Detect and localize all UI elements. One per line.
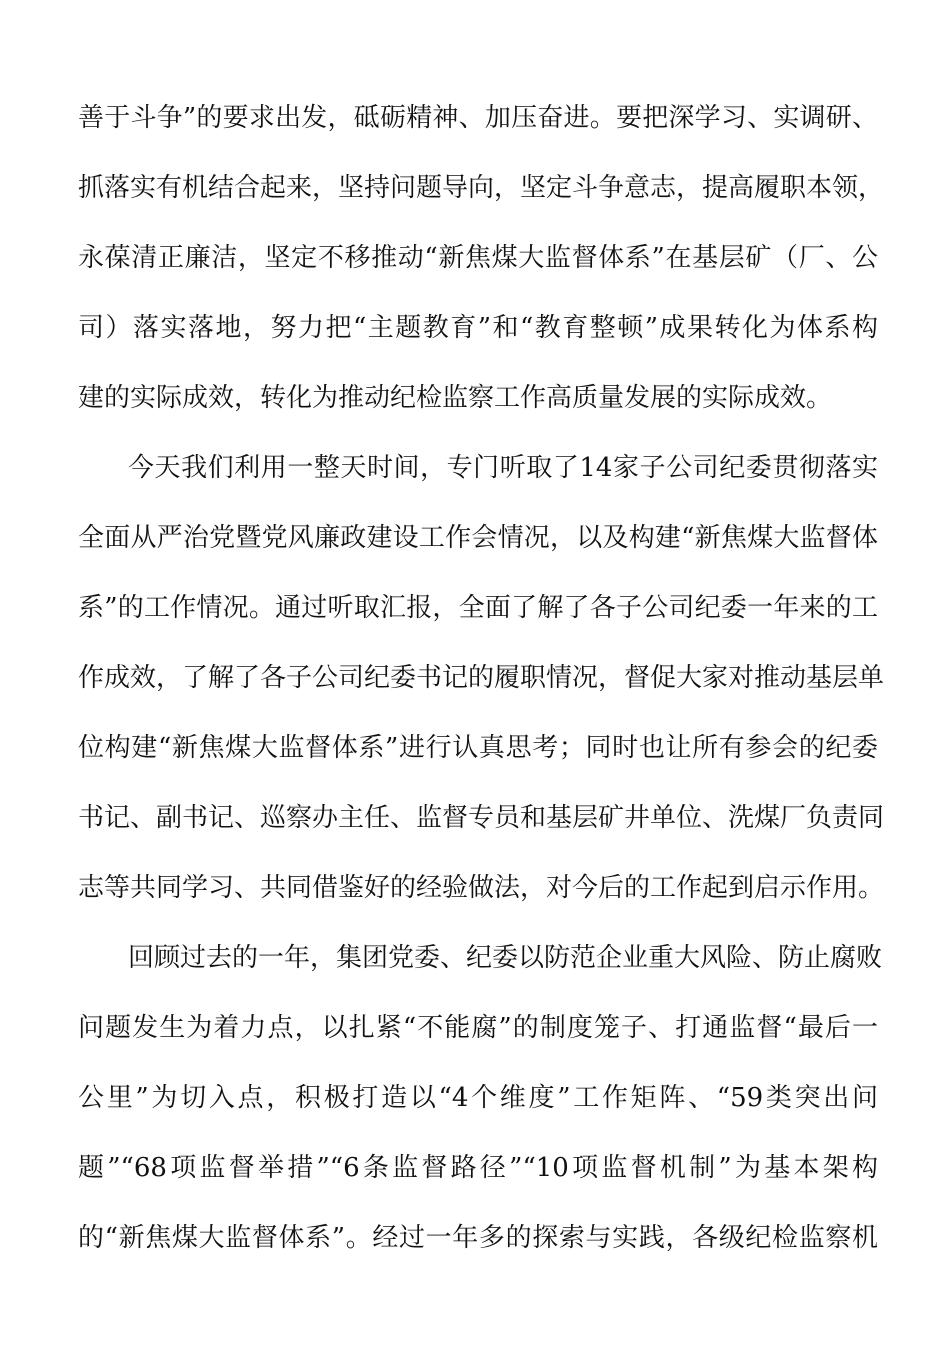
paragraph-2-line-5: 位构建“新焦煤大监督体系”进行认真思考；同时也让所有参会的纪委 [78,733,878,763]
paragraph-2-line-4: 作成效，了解了各子公司纪委书记的履职情况，督促大家对推动基层单 [78,663,885,693]
paragraph-1-line-3: 永葆清正廉洁，坚定不移推动“新焦煤大监督体系”在基层矿（厂、公 [78,243,878,273]
paragraph-1-line-2: 抓落实有机结合起来，坚持问题导向，坚定斗争意志，提高履职本领， [78,173,885,203]
paragraph-2-line-2: 全面从严治党暨党风廉政建设工作会情况，以及构建“新焦煤大监督体 [78,523,878,553]
paragraph-2-line-3: 系”的工作情况。通过听取汇报，全面了解了各子公司纪委一年来的工 [78,593,878,623]
paragraph-3-line-4: 题”“68项监督举措”“6条监督路径”“10项监督机制”为基本架构 [78,1153,878,1183]
paragraph-2-line-6: 书记、副书记、巡察办主任、监督专员和基层矿井单位、洗煤厂负责同 [78,803,885,833]
paragraph-3-line-3: 公里”为切入点，积极打造以“4个维度”工作矩阵、“59类突出问 [78,1083,878,1113]
paragraph-1-line-5: 建的实际成效，转化为推动纪检监察工作高质量发展的实际成效。 [78,383,833,413]
paragraph-2-line-1: 今天我们利用一整天时间，专门听取了14家子公司纪委贯彻落实 [128,453,878,483]
paragraph-3-line-2: 问题发生为着力点，以扎紧“不能腐”的制度笼子、打通监督“最后一 [78,1013,878,1043]
paragraph-3-line-1: 回顾过去的一年，集团党委、纪委以防范企业重大风险、防止腐败 [128,943,883,973]
paragraph-2-line-7: 志等共同学习、共同借鉴好的经验做法，对今后的工作起到启示作用。 [78,873,885,903]
paragraph-1-line-1: 善于斗争”的要求出发，砥砺精神、加压奋进。要把深学习、实调研、 [78,103,878,133]
paragraph-3-line-5: 的“新焦煤大监督体系”。经过一年多的探索与实践，各级纪检监察机 [78,1223,878,1253]
paragraph-1-line-4: 司）落实落地，努力把“主题教育”和“教育整顿”成果转化为体系构 [78,313,878,343]
